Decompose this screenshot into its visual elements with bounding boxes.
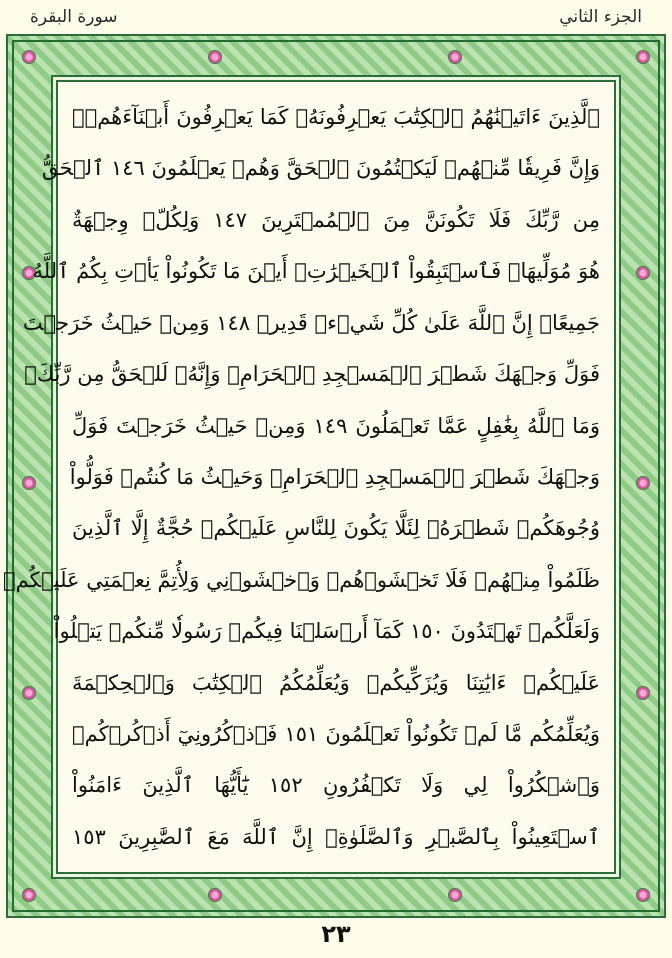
flower-ornament-icon [636,266,650,280]
flower-ornament-icon [636,686,650,700]
juz-title: الجزء الثاني [559,7,642,27]
page-header [0,0,672,34]
flower-ornament-icon [448,888,462,902]
text-line: فَوَلِّ وَجۡهَكَ شَطۡرَ ٱلۡمَسۡجِدِ ٱلۡحَرَامِۖ وَإِنَّهُۥ لَلۡحَقُّ مِن رَّبِّكَۗ [24,362,600,387]
text-line: ٱلَّذِينَ ءَاتَيۡنَٰهُمُ ٱلۡكِتَٰبَ يَعۡرِفُونَهُۥ كَمَا يَعۡرِفُونَ أَبۡنَآءَهُمۡۖ [72,105,600,129]
flower-ornament-icon [636,476,650,490]
text-line: ٱسۡتَعِينُواْ بِٱلصَّبۡرِ وَٱلصَّلَوٰةِۚ إِنَّ ٱللَّهَ مَعَ ٱلصَّٰبِرِينَ ١٥٣ [72,824,600,849]
text-line: مِن رَّبِّكَ فَلَا تَكُونَنَّ مِنَ ٱلۡمُمۡتَرِينَ ١٤٧ وَلِكُلّٖ وِجۡهَةٌ [72,207,600,232]
text-line: ظَلَمُواْ مِنۡهُمۡ فَلَا تَخۡشَوۡهُمۡ وَٱخۡشَوۡنِي وَلِأُتِمَّ نِعۡمَتِي عَلَيۡكُمۡ [2,567,600,592]
flower-ornament-icon [22,50,36,64]
text-line: عَلَيۡكُمۡ ءَايَٰتِنَا وَيُزَكِّيكُمۡ وَيُعَلِّمُكُمُ ٱلۡكِتَٰبَ وَٱلۡحِكۡمَةَ [72,670,600,695]
text-line: وَيُعَلِّمُكُم مَّا لَمۡ تَكُونُواْ تَعۡلَمُونَ ١٥١ فَٱذۡكُرُونِيٓ أَذۡكُرۡكُمۡ [72,722,600,747]
text-line: هُوَ مُوَلِّيهَاۖ فَٱسۡتَبِقُواْ ٱلۡخَيۡرَٰتِۚ أَيۡنَ مَا تَكُونُواْ يَأۡتِ بِكُمُ ٱللَّهُ [32,259,600,284]
text-line: وَمَا ٱللَّهُ بِغَٰفِلٍ عَمَّا تَعۡمَلُونَ ١٤٩ وَمِنۡ حَيۡثُ خَرَجۡتَ فَوَلِّ [72,413,600,438]
text-line: وُجُوهَكُمۡ شَطۡرَهُۥ لِئَلَّا يَكُونَ لِلنَّاسِ عَلَيۡكُمۡ حُجَّةٌ إِلَّا ٱلَّذِينَ [72,516,600,541]
text-line: وَإِنَّ فَرِيقٗا مِّنۡهُمۡ لَيَكۡتُمُونَ ٱلۡحَقَّ وَهُمۡ يَعۡلَمُونَ ١٤٦ ٱلۡحَقُّ [41,156,600,181]
flower-ornament-icon [448,50,462,64]
flower-ornament-icon [636,50,650,64]
flower-ornament-icon [22,686,36,700]
flower-ornament-icon [636,888,650,902]
text-panel [2,80,616,874]
flower-ornament-icon [22,888,36,902]
text-line: وَٱشۡكُرُواْ لِي وَلَا تَكۡفُرُونِ ١٥٢ يَٰٓأَيُّهَا ٱلَّذِينَ ءَامَنُواْ [72,773,600,798]
text-line: وَلَعَلَّكُمۡ تَهۡتَدُونَ ١٥٠ كَمَآ أَرۡسَلۡنَا فِيكُمۡ رَسُولٗا مِّنكُمۡ يَتۡلُواْ [53,619,600,644]
flower-ornament-icon [208,50,222,64]
ornamental-border [2,34,666,918]
verse-lines [2,92,600,862]
surah-title: سورة البقرة [30,7,118,27]
text-line: جَمِيعًاۚ إِنَّ ٱللَّهَ عَلَىٰ كُلِّ شَيۡءٖ قَدِيرٞ ١٤٨ وَمِنۡ حَيۡثُ خَرَجۡتَ [22,310,600,335]
flower-ornament-icon [22,476,36,490]
page-number: ٢٣ [321,920,351,948]
flower-ornament-icon [208,888,222,902]
text-line: وَجۡهَكَ شَطۡرَ ٱلۡمَسۡجِدِ ٱلۡحَرَامِۚ وَحَيۡثُ مَا كُنتُمۡ فَوَلُّواْ [69,464,600,489]
